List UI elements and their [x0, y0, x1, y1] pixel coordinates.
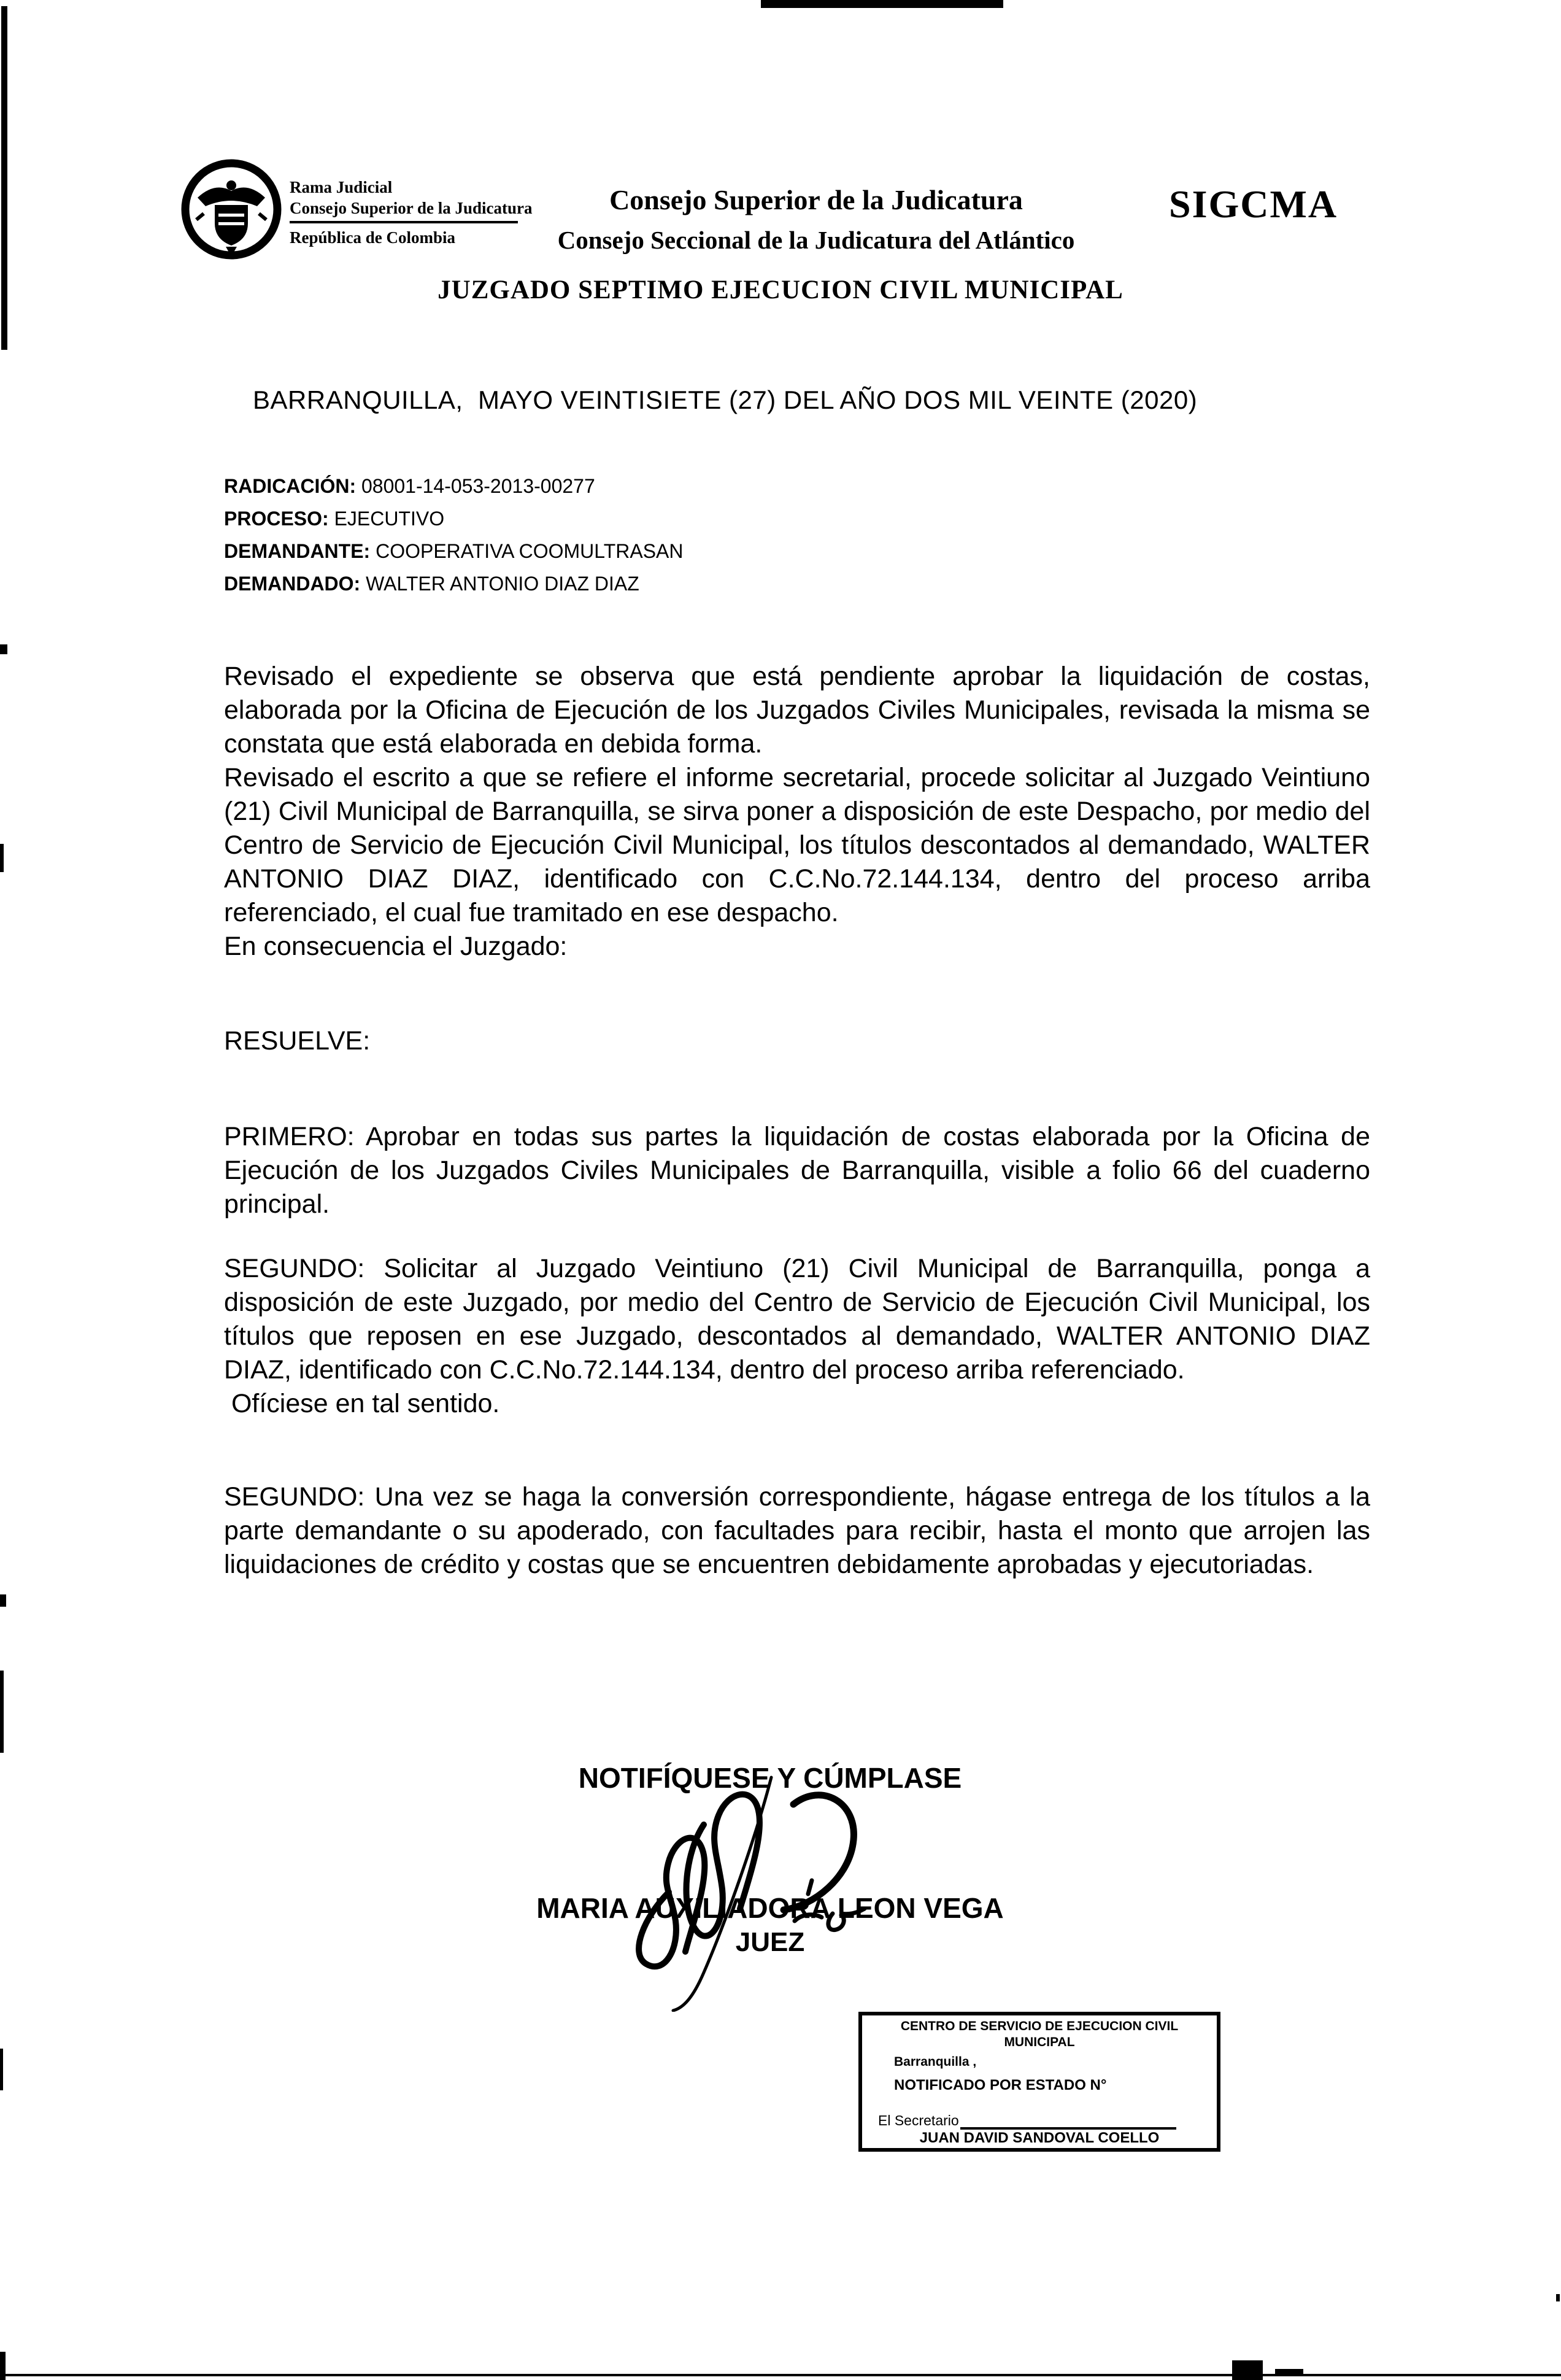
case-row-demandante	[224, 535, 684, 568]
notification-stamp-box	[858, 2012, 1220, 2152]
resolution-segundo-1	[224, 1252, 1370, 1421]
scan-artifact	[0, 844, 4, 872]
logo-caption-line3: República de Colombia	[290, 228, 456, 247]
case-row-demandado	[224, 568, 684, 600]
case-value: COOPERATIVA COOMULTRASAN	[370, 540, 684, 562]
case-label: RADICACIÓN:	[224, 475, 357, 497]
judge-name: MARIA AUXILIADORA LEON VEGA	[536, 1892, 1004, 1924]
resolution-segundo-2	[224, 1480, 1370, 1582]
paragraph-primero: PRIMERO: Aprobar en todas sus partes la liquidación de costas elaborada por la Oficina de Ejecución de los Juzgados Civiles Municipales de Barranquilla, visible a folio 66 del cuaderno principal.	[224, 1122, 1370, 1219]
case-label: DEMANDANTE:	[224, 540, 371, 562]
paragraph-segundo-2: SEGUNDO: Una vez se haga la conversión correspondiente, hágase entrega de los títulos a la parte demandante o su apoderado, con facultades para recibir, hasta el monto que arrojen las liquidaciones de crédito y costas que se encuentren debidamente aprobadas y ejecutoriadas.	[224, 1482, 1370, 1579]
body-considerations	[224, 660, 1370, 964]
dateline: BARRANQUILLA, MAYO VEINTISIETE (27) DEL AÑO DOS MIL VEINTE (2020)	[253, 385, 1198, 414]
paragraph-segundo-1: SEGUNDO: Solicitar al Juzgado Veintiuno (21) Civil Municipal de Barranquilla, ponga a disposición de este Juzgado, por medio del Centro de Servicio de Ejecución Civil Municipal, los títulos que reposen en ese Juzgado, descontados al demandado, WALTER ANTONIO DIAZ DIAZ, identificado con C.C.No.72.144.134, dentro del proceso arriba referenciado.	[224, 1254, 1370, 1385]
scan-artifact-top-bar	[761, 0, 1003, 8]
resolution-primero	[224, 1120, 1370, 1221]
case-value: WALTER ANTONIO DIAZ DIAZ	[360, 573, 639, 595]
judge-title: JUEZ	[735, 1927, 805, 1957]
judge-signature-icon	[611, 1766, 899, 2012]
scan-artifact	[0, 1594, 6, 1607]
court-name: JUZGADO SEPTIMO EJECUCION CIVIL MUNICIPAL	[437, 276, 1124, 304]
scan-artifact	[0, 2049, 3, 2090]
paragraph-revisado-escrito: Revisado el escrito a que se refiere el informe secretarial, procede solicitar al Juzgado Veintiuno (21) Civil Municipal de Barranquilla, se sirva poner a disposición de este Despacho, por medio del Centro de Servicio de Ejecución Civil Municipal, los títulos descontados al demandado, WALTER ANTONIO DIAZ DIAZ, identificado con C.C.No.72.144.134, dentro del proceso arriba referenciado, el cual fue tramitado en ese despacho.	[224, 763, 1370, 927]
scan-artifact	[0, 644, 7, 654]
header-center	[466, 184, 1166, 255]
logo-caption-line1: Rama Judicial	[290, 178, 393, 196]
stamp-title-line2: MUNICIPAL	[1004, 2035, 1075, 2049]
resuelve-heading: RESUELVE:	[224, 1026, 371, 1056]
case-label: PROCESO:	[224, 508, 329, 530]
case-value: EJECUTIVO	[328, 508, 445, 530]
paragraph-consecuencia: En consecuencia el Juzgado:	[224, 932, 568, 961]
notifiquese-line: NOTIFÍQUESE Y CÚMPLASE	[578, 1762, 962, 1794]
logo-caption-line2: Consejo Superior de la Judicatura	[290, 199, 533, 217]
paragraph-revisado-expediente: Revisado el expediente se observa que está pendiente aprobar la liquidación de costas, elaborada por la Oficina de Ejecución de los Juzgados Civiles Municipales, revisada la misma se constata que está elaborada en debida forma.	[224, 662, 1370, 759]
stamp-secretary-label: El Secretario	[878, 2112, 959, 2128]
sigcma-mark: SIGCMA	[1169, 182, 1338, 226]
scan-artifact-bottom-line	[0, 2374, 1561, 2376]
stamp-city: Barranquilla ,	[894, 2055, 977, 2069]
stamp-secretary-name: JUAN DAVID SANDOVAL COELLO	[919, 2130, 1160, 2146]
paragraph-oficiese: Ofíciese en tal sentido.	[224, 1389, 500, 1418]
scan-artifact	[1275, 2369, 1303, 2375]
rama-judicial-seal-icon	[179, 157, 283, 261]
case-row-radicacion	[224, 470, 684, 503]
header-entity: Consejo Superior de la Judicatura	[609, 184, 1023, 215]
case-label: DEMANDADO:	[224, 573, 361, 595]
stamp-notice: NOTIFICADO POR ESTADO N°	[894, 2077, 1107, 2093]
case-row-proceso	[224, 503, 684, 535]
stamp-title-line1: CENTRO DE SERVICIO DE EJECUCION CIVIL	[900, 2019, 1179, 2033]
header-seccional: Consejo Seccional de la Judicatura del Atlántico	[557, 226, 1075, 254]
scan-artifact	[1556, 2294, 1560, 2301]
case-reference-block	[224, 470, 684, 600]
case-value: 08001-14-053-2013-00277	[356, 475, 595, 497]
scan-artifact	[0, 1671, 4, 1753]
scan-artifact-bottom-blob	[1232, 2360, 1263, 2380]
